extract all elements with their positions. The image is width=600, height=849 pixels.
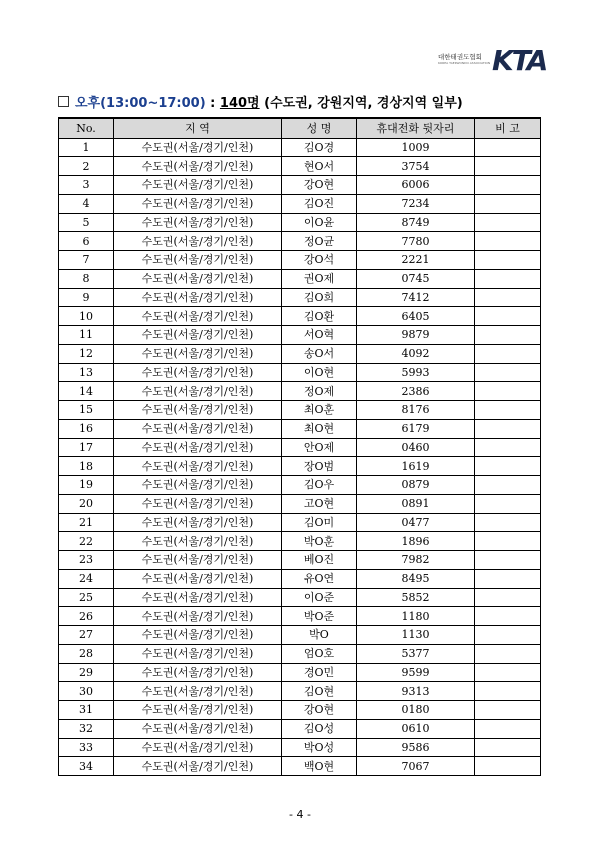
cell-no: 19 xyxy=(59,476,114,495)
cell-phone: 0180 xyxy=(357,701,475,720)
cell-region: 수도권(서울/경기/인천) xyxy=(114,476,282,495)
column-header-phone: 휴대전화 뒷자리 xyxy=(357,118,475,138)
table-row xyxy=(59,438,541,457)
cell-no: 25 xyxy=(59,588,114,607)
cell-no: 3 xyxy=(59,176,114,195)
cell-region: 수도권(서울/경기/인천) xyxy=(114,269,282,288)
cell-phone: 1009 xyxy=(357,138,475,157)
cell-note xyxy=(475,701,541,720)
cell-name: 김O경 xyxy=(282,138,357,157)
cell-no: 31 xyxy=(59,701,114,720)
cell-phone: 2386 xyxy=(357,382,475,401)
logo-name-english: KOREA TAEKWONDO ASSOCIATION xyxy=(438,61,491,65)
table-row xyxy=(59,213,541,232)
cell-name: 백O현 xyxy=(282,757,357,776)
cell-no: 22 xyxy=(59,532,114,551)
cell-no: 5 xyxy=(59,213,114,232)
cell-region: 수도권(서울/경기/인천) xyxy=(114,682,282,701)
logo-text xyxy=(438,53,490,66)
cell-note xyxy=(475,438,541,457)
table-row xyxy=(59,607,541,626)
cell-note xyxy=(475,532,541,551)
cell-note xyxy=(475,682,541,701)
cell-phone: 4092 xyxy=(357,344,475,363)
cell-phone: 5993 xyxy=(357,363,475,382)
cell-note xyxy=(475,269,541,288)
cell-no: 24 xyxy=(59,569,114,588)
kta-logo xyxy=(438,44,547,77)
cell-region: 수도권(서울/경기/인천) xyxy=(114,438,282,457)
cell-name: 최O훈 xyxy=(282,401,357,420)
cell-note xyxy=(475,551,541,570)
cell-region: 수도권(서울/경기/인천) xyxy=(114,513,282,532)
cell-phone: 9599 xyxy=(357,663,475,682)
cell-no: 9 xyxy=(59,288,114,307)
table-row xyxy=(59,307,541,326)
cell-region: 수도권(서울/경기/인천) xyxy=(114,719,282,738)
cell-note xyxy=(475,176,541,195)
cell-no: 4 xyxy=(59,194,114,213)
cell-region: 수도권(서울/경기/인천) xyxy=(114,232,282,251)
cell-region: 수도권(서울/경기/인천) xyxy=(114,213,282,232)
cell-name: 강O현 xyxy=(282,176,357,195)
cell-phone: 0460 xyxy=(357,438,475,457)
cell-note xyxy=(475,588,541,607)
cell-note xyxy=(475,719,541,738)
section-heading xyxy=(58,92,463,111)
cell-note xyxy=(475,363,541,382)
cell-name: 강O석 xyxy=(282,251,357,270)
cell-name: 정O균 xyxy=(282,232,357,251)
cell-phone: 0610 xyxy=(357,719,475,738)
table-row xyxy=(59,532,541,551)
cell-name: 정O제 xyxy=(282,382,357,401)
cell-region: 수도권(서울/경기/인천) xyxy=(114,457,282,476)
cell-phone: 0891 xyxy=(357,494,475,513)
table-row xyxy=(59,569,541,588)
cell-name: 유O연 xyxy=(282,569,357,588)
cell-name: 김O미 xyxy=(282,513,357,532)
cell-no: 30 xyxy=(59,682,114,701)
cell-region: 수도권(서울/경기/인천) xyxy=(114,138,282,157)
cell-name: 김O희 xyxy=(282,288,357,307)
cell-note xyxy=(475,644,541,663)
cell-phone: 7982 xyxy=(357,551,475,570)
cell-note xyxy=(475,232,541,251)
table-row xyxy=(59,757,541,776)
cell-no: 32 xyxy=(59,719,114,738)
cell-phone: 9313 xyxy=(357,682,475,701)
table-row xyxy=(59,588,541,607)
cell-name: 김O성 xyxy=(282,719,357,738)
cell-region: 수도권(서울/경기/인천) xyxy=(114,663,282,682)
cell-phone: 1180 xyxy=(357,607,475,626)
cell-name: 고O현 xyxy=(282,494,357,513)
table-row xyxy=(59,457,541,476)
cell-note xyxy=(475,419,541,438)
cell-name: 현O서 xyxy=(282,157,357,176)
participant-count: 140명 xyxy=(219,96,260,111)
table-row xyxy=(59,682,541,701)
cell-no: 28 xyxy=(59,644,114,663)
cell-note xyxy=(475,251,541,270)
cell-phone: 2221 xyxy=(357,251,475,270)
cell-region: 수도권(서울/경기/인천) xyxy=(114,757,282,776)
cell-phone: 0879 xyxy=(357,476,475,495)
cell-no: 18 xyxy=(59,457,114,476)
cell-name: 박O준 xyxy=(282,607,357,626)
cell-phone: 9879 xyxy=(357,326,475,345)
cell-no: 23 xyxy=(59,551,114,570)
cell-note xyxy=(475,326,541,345)
cell-region: 수도권(서울/경기/인천) xyxy=(114,644,282,663)
cell-phone: 7780 xyxy=(357,232,475,251)
cell-name: 박O훈 xyxy=(282,532,357,551)
table-row xyxy=(59,738,541,757)
logo-mark: KTA xyxy=(492,44,547,77)
table-row xyxy=(59,382,541,401)
cell-no: 6 xyxy=(59,232,114,251)
table-row xyxy=(59,326,541,345)
checkbox-square-icon xyxy=(58,96,69,107)
cell-phone: 7067 xyxy=(357,757,475,776)
cell-note xyxy=(475,476,541,495)
cell-phone: 6179 xyxy=(357,419,475,438)
cell-no: 26 xyxy=(59,607,114,626)
cell-region: 수도권(서울/경기/인천) xyxy=(114,401,282,420)
table-row xyxy=(59,138,541,157)
cell-note xyxy=(475,457,541,476)
cell-no: 21 xyxy=(59,513,114,532)
table-row xyxy=(59,494,541,513)
cell-region: 수도권(서울/경기/인천) xyxy=(114,326,282,345)
cell-note xyxy=(475,626,541,645)
cell-no: 1 xyxy=(59,138,114,157)
cell-name: 엄O호 xyxy=(282,644,357,663)
cell-phone: 5377 xyxy=(357,644,475,663)
cell-phone: 1619 xyxy=(357,457,475,476)
cell-name: 이O현 xyxy=(282,363,357,382)
cell-phone: 8749 xyxy=(357,213,475,232)
table-row xyxy=(59,663,541,682)
cell-name: 이O준 xyxy=(282,588,357,607)
cell-name: 장O범 xyxy=(282,457,357,476)
cell-name: 이O윤 xyxy=(282,213,357,232)
cell-no: 13 xyxy=(59,363,114,382)
cell-region: 수도권(서울/경기/인천) xyxy=(114,626,282,645)
cell-phone: 8176 xyxy=(357,401,475,420)
cell-note xyxy=(475,138,541,157)
cell-name: 서O혁 xyxy=(282,326,357,345)
cell-no: 17 xyxy=(59,438,114,457)
cell-no: 7 xyxy=(59,251,114,270)
table-row xyxy=(59,363,541,382)
table-row xyxy=(59,251,541,270)
cell-region: 수도권(서울/경기/인천) xyxy=(114,157,282,176)
cell-note xyxy=(475,382,541,401)
cell-note xyxy=(475,213,541,232)
cell-region: 수도권(서울/경기/인천) xyxy=(114,701,282,720)
cell-name: 안O제 xyxy=(282,438,357,457)
cell-phone: 0477 xyxy=(357,513,475,532)
table-row xyxy=(59,232,541,251)
cell-name: 경O민 xyxy=(282,663,357,682)
cell-name: 최O현 xyxy=(282,419,357,438)
cell-phone: 7412 xyxy=(357,288,475,307)
cell-note xyxy=(475,757,541,776)
cell-name: 송O서 xyxy=(282,344,357,363)
table-body xyxy=(59,138,541,776)
table-row xyxy=(59,719,541,738)
table-row xyxy=(59,626,541,645)
table-row xyxy=(59,644,541,663)
cell-no: 15 xyxy=(59,401,114,420)
cell-region: 수도권(서울/경기/인천) xyxy=(114,588,282,607)
cell-note xyxy=(475,344,541,363)
table-row xyxy=(59,194,541,213)
cell-region: 수도권(서울/경기/인천) xyxy=(114,194,282,213)
cell-note xyxy=(475,663,541,682)
cell-no: 11 xyxy=(59,326,114,345)
cell-note xyxy=(475,494,541,513)
cell-phone: 3754 xyxy=(357,157,475,176)
cell-name: 김O환 xyxy=(282,307,357,326)
cell-no: 10 xyxy=(59,307,114,326)
cell-note xyxy=(475,157,541,176)
cell-note xyxy=(475,738,541,757)
cell-name: 베O진 xyxy=(282,551,357,570)
cell-region: 수도권(서울/경기/인천) xyxy=(114,307,282,326)
table-row xyxy=(59,269,541,288)
table-row xyxy=(59,551,541,570)
cell-phone: 7234 xyxy=(357,194,475,213)
cell-region: 수도권(서울/경기/인천) xyxy=(114,176,282,195)
cell-no: 8 xyxy=(59,269,114,288)
session-time: 오후(13:00~17:00) xyxy=(75,96,206,111)
table-row xyxy=(59,176,541,195)
cell-no: 29 xyxy=(59,663,114,682)
column-header-name: 성 명 xyxy=(282,118,357,138)
page-number: - 4 - xyxy=(289,808,311,821)
cell-no: 2 xyxy=(59,157,114,176)
cell-name: 권O제 xyxy=(282,269,357,288)
table-row xyxy=(59,419,541,438)
cell-phone: 6006 xyxy=(357,176,475,195)
cell-region: 수도권(서울/경기/인천) xyxy=(114,288,282,307)
cell-note xyxy=(475,288,541,307)
table-row xyxy=(59,701,541,720)
cell-phone: 6405 xyxy=(357,307,475,326)
column-header-region: 지 역 xyxy=(114,118,282,138)
heading-regions: (수도권, 강원지역, 경상지역 일부) xyxy=(259,96,463,111)
table-row xyxy=(59,344,541,363)
cell-phone: 1896 xyxy=(357,532,475,551)
cell-phone: 9586 xyxy=(357,738,475,757)
table-row xyxy=(59,513,541,532)
cell-note xyxy=(475,513,541,532)
cell-phone: 1130 xyxy=(357,626,475,645)
cell-no: 27 xyxy=(59,626,114,645)
cell-note xyxy=(475,607,541,626)
cell-region: 수도권(서울/경기/인천) xyxy=(114,569,282,588)
cell-phone: 8495 xyxy=(357,569,475,588)
cell-region: 수도권(서울/경기/인천) xyxy=(114,738,282,757)
cell-name: 박O xyxy=(282,626,357,645)
cell-region: 수도권(서울/경기/인천) xyxy=(114,607,282,626)
table-row xyxy=(59,157,541,176)
column-header-note: 비 고 xyxy=(475,118,541,138)
cell-name: 김O진 xyxy=(282,194,357,213)
cell-note xyxy=(475,401,541,420)
table-header-row xyxy=(59,118,541,138)
cell-region: 수도권(서울/경기/인천) xyxy=(114,551,282,570)
heading-colon: : xyxy=(205,96,220,111)
column-header-no: No. xyxy=(59,118,114,138)
cell-no: 34 xyxy=(59,757,114,776)
cell-note xyxy=(475,307,541,326)
cell-region: 수도권(서울/경기/인천) xyxy=(114,363,282,382)
cell-region: 수도권(서울/경기/인천) xyxy=(114,382,282,401)
cell-region: 수도권(서울/경기/인천) xyxy=(114,419,282,438)
cell-no: 14 xyxy=(59,382,114,401)
cell-no: 20 xyxy=(59,494,114,513)
table-row xyxy=(59,476,541,495)
cell-note xyxy=(475,194,541,213)
cell-region: 수도권(서울/경기/인천) xyxy=(114,532,282,551)
table-row xyxy=(59,401,541,420)
cell-name: 김O현 xyxy=(282,682,357,701)
logo-name-korean: 대한태권도협회 xyxy=(438,53,482,61)
cell-name: 박O성 xyxy=(282,738,357,757)
cell-phone: 0745 xyxy=(357,269,475,288)
cell-no: 33 xyxy=(59,738,114,757)
cell-name: 김O우 xyxy=(282,476,357,495)
cell-region: 수도권(서울/경기/인천) xyxy=(114,251,282,270)
cell-region: 수도권(서울/경기/인천) xyxy=(114,344,282,363)
cell-no: 12 xyxy=(59,344,114,363)
participant-table xyxy=(58,117,541,776)
cell-name: 강O현 xyxy=(282,701,357,720)
cell-region: 수도권(서울/경기/인천) xyxy=(114,494,282,513)
cell-note xyxy=(475,569,541,588)
cell-no: 16 xyxy=(59,419,114,438)
table-row xyxy=(59,288,541,307)
cell-phone: 5852 xyxy=(357,588,475,607)
